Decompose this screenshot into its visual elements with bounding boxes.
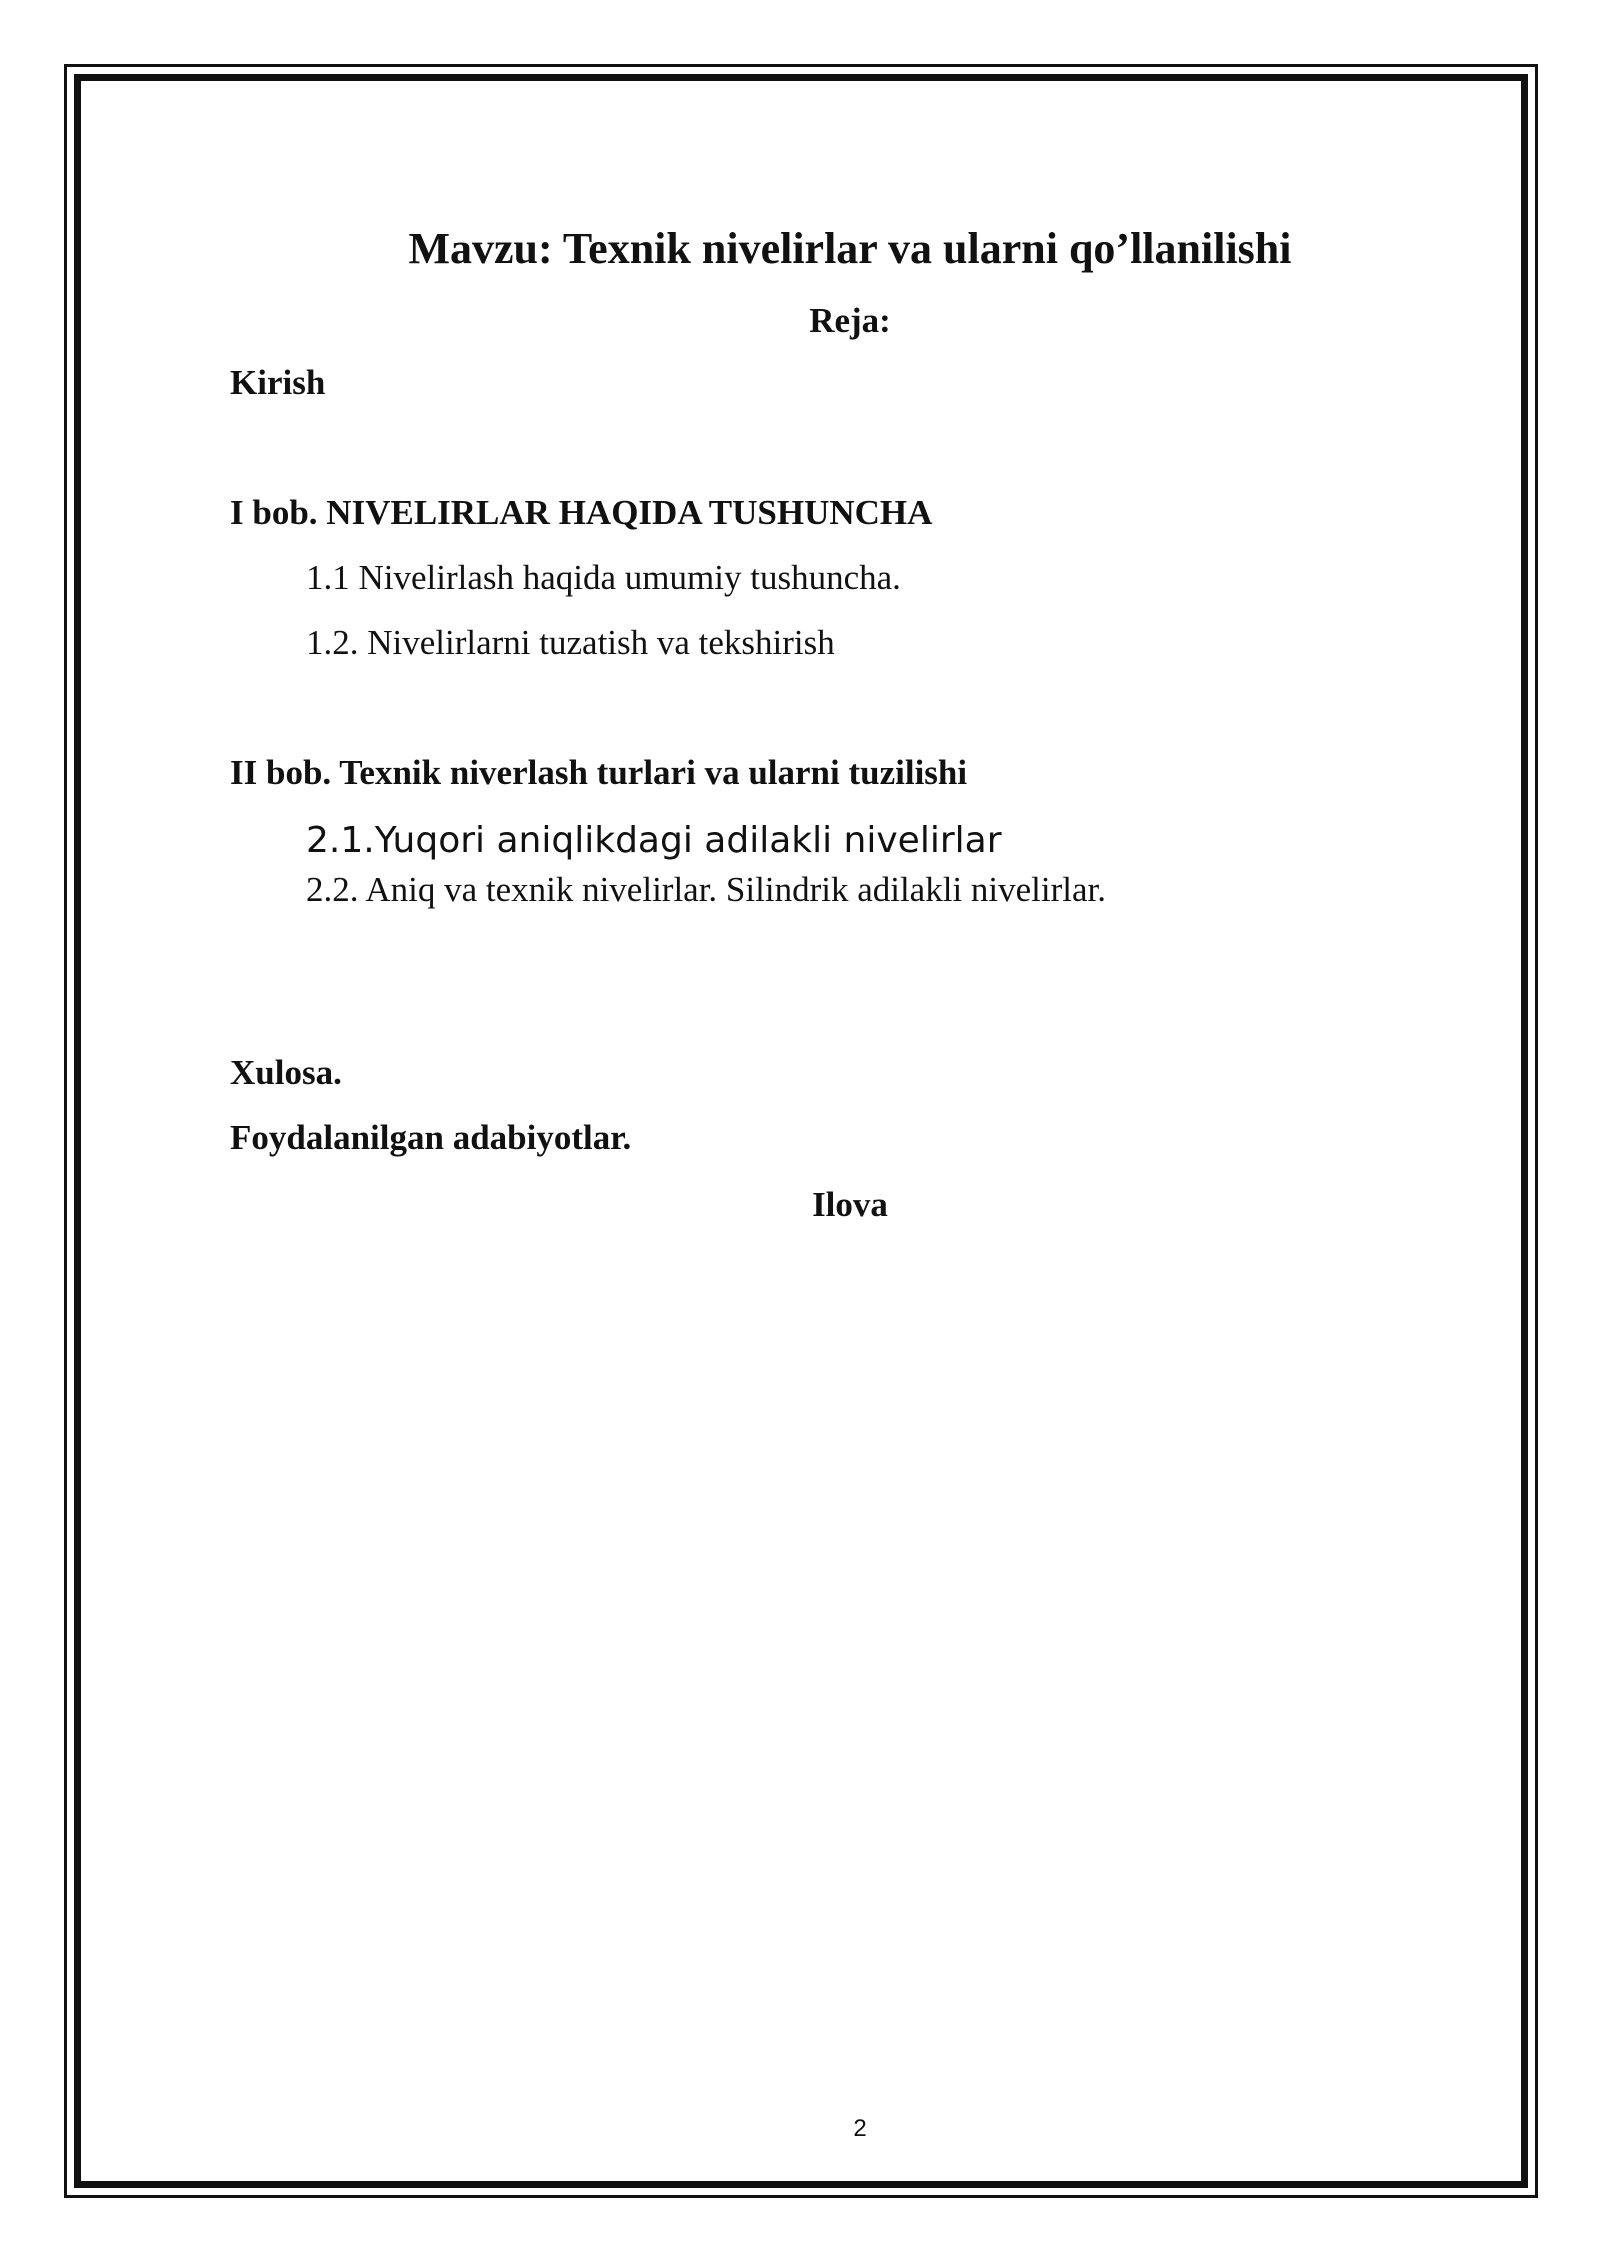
conclusion-heading: Xulosa. (230, 1053, 342, 1092)
chapter1-item-1: 1.1 Nivelirlash haqida umumiy tushuncha. (306, 558, 901, 597)
chapter1-heading: I bob. NIVELIRLAR HAQIDA TUSHUNCHA (230, 493, 933, 532)
intro-heading: Kirish (230, 363, 326, 402)
references-heading: Foydalanilgan adabiyotlar. (230, 1118, 632, 1157)
appendix-heading: Ilova (812, 1185, 888, 1224)
chapter2-heading: II bob. Texnik niverlash turlari va ularni tuzilishi (230, 753, 968, 792)
document-title: Mavzu: Texnik nivelirlar va ularni qo’llanilishi (408, 224, 1292, 273)
chapter2-item-1: 2.1.Yuqori aniqlikdagi adilakli nivelirlar (306, 820, 1002, 861)
page-number: 2 (853, 2115, 867, 2142)
chapter1-item-2: 1.2. Nivelirlarni tuzatish va tekshirish (306, 623, 835, 662)
chapter2-item-2: 2.2. Aniq va texnik nivelirlar. Silindrik adilakli nivelirlar. (306, 870, 1107, 909)
plan-label: Reja: (809, 301, 891, 340)
